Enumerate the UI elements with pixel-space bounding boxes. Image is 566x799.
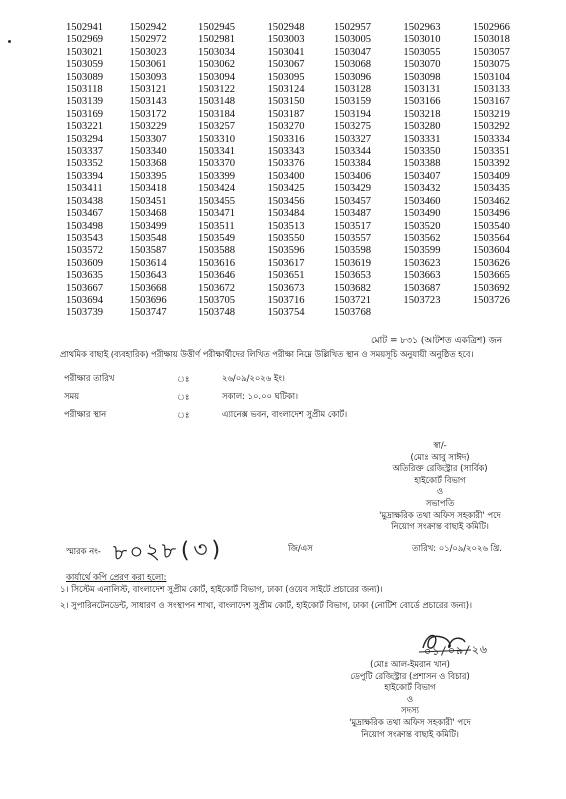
table-row — [64, 84, 510, 96]
roll-number-cell: 1503310 — [198, 133, 236, 145]
signatory-2-role: সদস্য — [401, 705, 419, 716]
roll-number-cell: 1503221 — [66, 121, 104, 133]
roll-number-cell: 1503572 — [66, 245, 104, 257]
roll-number-cell: 1503070 — [403, 59, 441, 71]
signatory-1-block — [330, 440, 550, 533]
roll-number-cell: 1503118 — [66, 84, 103, 96]
roll-number-cell: 1503754 — [267, 307, 305, 319]
roll-number-cell: 1503668 — [129, 282, 167, 294]
roll-number-cell: 1503148 — [198, 96, 236, 108]
signatory-1-committee: নিয়োগ সংক্রান্ত বাছাই কমিটি। — [391, 521, 489, 532]
table-row — [64, 47, 510, 59]
table-row — [64, 258, 510, 270]
roll-number-cell: 1503609 — [66, 257, 104, 269]
roll-number-cell: 1503418 — [129, 183, 167, 195]
roll-number-cell: 1503327 — [333, 133, 372, 145]
roll-number-cell: 1503520 — [403, 220, 441, 232]
roll-number-cell: 1503169 — [66, 108, 104, 120]
roll-number-cell: 1503143 — [129, 96, 167, 108]
roll-number-cell: 1503075 — [472, 59, 510, 71]
signatory-2-committee: নিয়োগ সংক্রান্ত বাছাই কমিটি। — [361, 728, 459, 739]
roll-number-cell: 1503062 — [198, 59, 236, 71]
roll-number-cell: 1503471 — [198, 208, 236, 220]
roll-number-cell: 1503096 — [333, 71, 372, 83]
roll-number-cell: 1503352 — [66, 158, 104, 170]
exam-place-label: পরীক্ষার স্থান — [64, 409, 107, 419]
roll-number-cell: 1503133 — [472, 84, 510, 96]
roll-number-cell: 1503350 — [403, 146, 441, 158]
roll-number-cell: 1503124 — [267, 84, 305, 96]
roll-number-cell: 1503619 — [333, 257, 372, 269]
roll-number-cell: 1503055 — [403, 46, 441, 58]
roll-number-cell — [403, 307, 472, 319]
table-row — [64, 171, 510, 183]
roll-number-cell: 1503184 — [198, 108, 236, 120]
roll-number-cell: 1503068 — [333, 59, 372, 71]
signatory-1-designation: অতিরিক্ত রেজিস্ট্রার (সার্বিক) — [392, 463, 488, 474]
roll-number-cell: 1503370 — [198, 158, 236, 170]
exam-date-label: পরীক্ষার তারিখ — [64, 373, 115, 383]
roll-number-cell: 1503667 — [66, 282, 104, 294]
signatory-2-block — [300, 659, 520, 740]
roll-number-cell: 1503307 — [129, 133, 167, 145]
roll-number-cell: 1503368 — [129, 158, 167, 170]
roll-number-cell: 1503409 — [472, 170, 510, 182]
roll-number-cell: 1503334 — [472, 133, 510, 145]
roll-number-cell: 1503034 — [198, 46, 236, 58]
table-row — [64, 22, 510, 34]
roll-number-cell: 1503498 — [66, 220, 104, 232]
roll-number-table — [64, 22, 510, 320]
intro-text: প্রাথমিক বাছাই (ব্যবহারিক) পরীক্ষায় উত্তীর্ণ পরীক্ষার্থীদের লিখিত পরীক্ষা নিম্নে উল্লিখিত স্থান ও সময়সূচি অনুযায়ী অনুষ্ঠিত হবে। — [60, 349, 474, 359]
roll-number-cell: 1503424 — [198, 183, 236, 195]
table-row — [64, 72, 510, 84]
roll-number-cell: 1503351 — [472, 146, 510, 158]
roll-number-cell: 1503626 — [472, 257, 510, 269]
roll-number-cell: 1503543 — [66, 232, 104, 244]
table-row — [64, 121, 510, 133]
roll-number-cell: 1503596 — [267, 245, 305, 257]
roll-number-cell: 1503018 — [472, 34, 510, 46]
roll-number-cell: 1503462 — [472, 195, 510, 207]
roll-number-cell: 1503425 — [267, 183, 305, 195]
roll-number-cell: 1503337 — [66, 146, 104, 158]
memo-label: স্মারক নং- — [66, 546, 101, 556]
roll-number-cell: 1503316 — [267, 133, 305, 145]
roll-number-cell: 1503496 — [472, 208, 510, 220]
roll-number-cell: 1503159 — [333, 96, 372, 108]
table-row — [64, 295, 510, 307]
roll-number-cell: 1503407 — [403, 170, 441, 182]
roll-number-cell: 1503623 — [403, 257, 441, 269]
roll-number-cell: 1503059 — [66, 59, 104, 71]
roll-number-cell: 1503406 — [333, 170, 372, 182]
table-row — [64, 158, 510, 170]
roll-number-cell: 1503499 — [129, 220, 167, 232]
roll-number-cell: 1503104 — [472, 71, 510, 83]
roll-number-cell: 1503511 — [198, 220, 235, 232]
roll-number-cell: 1503400 — [267, 170, 305, 182]
roll-number-cell: 1502963 — [403, 22, 441, 33]
roll-number-cell: 1503517 — [333, 220, 372, 232]
roll-number-cell: 1503617 — [267, 257, 305, 269]
roll-number-cell: 1503548 — [129, 232, 167, 244]
roll-number-cell: 1503672 — [198, 282, 236, 294]
roll-number-cell: 1503172 — [129, 108, 167, 120]
roll-number-cell: 1503411 — [66, 183, 103, 195]
roll-number-cell: 1503095 — [267, 71, 305, 83]
table-row — [64, 245, 510, 257]
table-row — [64, 208, 510, 220]
roll-number-cell: 1503653 — [333, 270, 372, 282]
exam-time-value: সকাল: ১০.০০ ঘটিকা। — [222, 391, 299, 401]
signatory-2-post: 'মুদ্রাক্ষরিক তথা অফিস সহকারী' পদে — [349, 716, 471, 727]
exam-place-colon: ঃ — [177, 410, 190, 420]
roll-number-cell: 1503455 — [198, 195, 236, 207]
roll-number-cell: 1503564 — [472, 232, 510, 244]
roll-number-cell: 1503128 — [333, 84, 372, 96]
exam-place-value: এ্যানেক্স ভবন, বাংলাদেশ সুপ্রীম কোর্ট। — [222, 409, 348, 419]
roll-number-cell: 1503098 — [403, 71, 441, 83]
roll-number-cell: 1503292 — [472, 121, 510, 133]
exam-date-value: ২৬/০৯/২০২৬ ইং। — [222, 373, 285, 383]
signatory-1-role: সভাপতি — [425, 497, 455, 508]
roll-number-cell: 1503748 — [198, 307, 236, 319]
memo-section: জি/এস — [288, 543, 313, 553]
table-row — [64, 34, 510, 46]
roll-number-cell: 1503696 — [129, 294, 167, 306]
roll-number-cell: 1503331 — [403, 133, 441, 145]
roll-number-cell: 1503651 — [267, 270, 305, 282]
roll-number-cell: 1503604 — [472, 245, 510, 257]
roll-number-cell: 1503194 — [333, 108, 372, 120]
roll-number-cell: 1503093 — [129, 71, 167, 83]
roll-number-cell: 1503616 — [198, 257, 236, 269]
roll-number-cell: 1503023 — [129, 46, 167, 58]
roll-number-cell: 1503468 — [129, 208, 167, 220]
roll-number-cell: 1503687 — [403, 282, 441, 294]
roll-number-cell: 1503229 — [129, 121, 167, 133]
scan-speck — [8, 40, 11, 43]
signatory-2-office: হাইকোর্ট বিভাগ — [384, 682, 436, 693]
roll-number-cell: 1503121 — [129, 84, 167, 96]
roll-number-cell: 1503549 — [198, 232, 236, 244]
roll-number-cell: 1503388 — [403, 158, 441, 170]
roll-number-cell: 1503614 — [129, 257, 167, 269]
roll-number-cell: 1503219 — [472, 108, 510, 120]
roll-number-cell: 1503598 — [333, 245, 372, 257]
exam-time-label: সময় — [64, 391, 80, 401]
roll-number-cell: 1502941 — [66, 22, 104, 33]
roll-number-cell: 1503057 — [472, 46, 510, 58]
roll-number-cell: 1503456 — [267, 195, 305, 207]
roll-number-cell: 1503003 — [267, 34, 305, 46]
roll-number-cell: 1503587 — [129, 245, 167, 257]
roll-number-cell: 1503682 — [333, 282, 372, 294]
roll-number-cell: 1503513 — [267, 220, 305, 232]
roll-number-cell: 1503723 — [403, 294, 441, 306]
roll-number-cell: 1502948 — [267, 22, 305, 33]
roll-number-cell: 1503005 — [333, 34, 372, 46]
roll-number-cell: 1503646 — [198, 270, 236, 282]
roll-number-cell: 1503768 — [333, 307, 372, 319]
roll-number-cell: 1503122 — [198, 84, 236, 96]
roll-number-cell: 1503457 — [333, 195, 372, 207]
roll-number-cell: 1503673 — [267, 282, 305, 294]
roll-number-cell: 1503166 — [403, 96, 441, 108]
table-row — [64, 221, 510, 233]
roll-number-cell: 1503451 — [129, 195, 167, 207]
roll-number-cell: 1503294 — [66, 133, 104, 145]
roll-number-cell: 1503562 — [403, 232, 441, 244]
roll-number-cell: 1503487 — [333, 208, 372, 220]
roll-number-cell: 1503490 — [403, 208, 441, 220]
roll-number-table-body — [64, 22, 510, 320]
roll-number-cell: 1503705 — [198, 294, 236, 306]
roll-number-cell: 1503692 — [472, 282, 510, 294]
table-row — [64, 283, 510, 295]
roll-number-cell: 1503663 — [403, 270, 441, 282]
roll-number-cell: 1503588 — [198, 245, 236, 257]
roll-number-cell: 1503341 — [198, 146, 236, 158]
roll-number-cell: 1503343 — [267, 146, 305, 158]
roll-number-cell: 1503344 — [333, 146, 372, 158]
roll-number-cell: 1503280 — [403, 121, 441, 133]
roll-number-cell: 1503275 — [333, 121, 372, 133]
roll-number-cell: 1502957 — [333, 22, 372, 33]
roll-number-cell: 1503399 — [198, 170, 236, 182]
roll-number-cell: 1503739 — [66, 307, 104, 319]
table-row — [64, 146, 510, 158]
roll-number-cell: 1503467 — [66, 208, 104, 220]
roll-number-cell: 1503635 — [66, 270, 104, 282]
table-row — [64, 96, 510, 108]
table-row — [64, 196, 510, 208]
roll-number-cell: 1502972 — [129, 34, 167, 46]
roll-number-cell: 1503139 — [66, 96, 104, 108]
roll-number-cell: 1503047 — [333, 46, 372, 58]
roll-number-cell: 1502945 — [198, 22, 236, 33]
exam-time-colon: ঃ — [177, 392, 190, 402]
exam-date-colon: ঃ — [177, 374, 190, 384]
roll-number-cell: 1503340 — [129, 146, 167, 158]
roll-number-cell: 1503131 — [403, 84, 441, 96]
roll-number-cell: 1503599 — [403, 245, 441, 257]
signatory-1-office: হাইকোর্ট বিভাগ — [414, 474, 466, 485]
roll-number-cell: 1502981 — [198, 34, 236, 46]
roll-number-cell: 1502942 — [129, 22, 167, 33]
roll-number-cell: 1503067 — [267, 59, 305, 71]
roll-number-cell: 1503460 — [403, 195, 441, 207]
table-row — [64, 183, 510, 195]
roll-number-cell: 1503376 — [267, 158, 305, 170]
signatory-2-name: (মোঃ আল-ইমরান খান) — [370, 659, 450, 669]
roll-number-cell: 1503484 — [267, 208, 305, 220]
roll-number-cell: 1502969 — [66, 34, 104, 46]
roll-number-cell: 1503694 — [66, 294, 104, 306]
table-row — [64, 59, 510, 71]
roll-number-cell: 1503187 — [267, 108, 305, 120]
table-row — [64, 109, 510, 121]
roll-number-cell: 1503432 — [403, 183, 441, 195]
roll-number-cell: 1503435 — [472, 183, 510, 195]
roll-number-cell: 1503257 — [198, 121, 236, 133]
roll-number-cell: 1503721 — [333, 294, 372, 306]
roll-number-cell: 1503429 — [333, 183, 372, 195]
roll-number-cell: 1502966 — [472, 22, 510, 33]
roll-number-cell: 1503392 — [472, 158, 510, 170]
signatory-1-name: (মোঃ আবু সাঈদ) — [410, 451, 470, 462]
roll-number-cell: 1503726 — [472, 294, 510, 306]
roll-number-cell: 1503384 — [333, 158, 372, 170]
signatory-2-designation: ডেপুটি রেজিস্ট্রার (প্রশাসন ও বিচার) — [350, 670, 470, 681]
table-row — [64, 270, 510, 282]
roll-number-cell: 1503438 — [66, 195, 104, 207]
roll-number-cell: 1503167 — [472, 96, 510, 108]
signatory-1-post: 'মুদ্রাক্ষরিক তথা অফিস সহকারী' পদে — [379, 509, 501, 520]
memo-handwritten-number: ৮০২৮(৩) — [112, 537, 226, 566]
roll-number-cell: 1503270 — [267, 121, 305, 133]
roll-number-cell: 1503395 — [129, 170, 167, 182]
roll-number-cell: 1503550 — [267, 232, 305, 244]
roll-number-cell: 1503094 — [198, 71, 236, 83]
roll-number-cell: 1503716 — [267, 294, 305, 306]
roll-number-cell: 1503394 — [66, 170, 104, 182]
copy-item-1: ১। সিস্টেম এনালিস্ট, বাংলাদেশ সুপ্রীম কোর্ট, হাইকোর্ট বিভাগ, ঢাকা (ওয়েব সাইটে প্রচারের জন্য)। — [60, 584, 383, 594]
roll-number-cell: 1503041 — [267, 46, 305, 58]
roll-number-cell: 1503665 — [472, 270, 510, 282]
signatory-2-and: ও — [406, 693, 414, 704]
signatory-1-and: ও — [436, 486, 444, 497]
roll-number-cell: 1503643 — [129, 270, 167, 282]
roll-number-cell: 1503010 — [403, 34, 441, 46]
roll-number-cell: 1503540 — [472, 220, 510, 232]
roll-number-cell: 1503061 — [129, 59, 167, 71]
signature-2-date: ০১/০৯/২৬ — [423, 642, 489, 659]
roll-number-cell: 1503218 — [403, 108, 441, 120]
roll-number-cell: 1503089 — [66, 71, 104, 83]
table-row — [64, 307, 510, 319]
copy-heading: কার্যার্থে কপি প্রেরণ করা হলো: — [66, 572, 167, 582]
roll-number-cell: 1503747 — [129, 307, 167, 319]
total-count-note: মোট = ৮৩১ (আটশত একত্রিশ) জন — [371, 336, 503, 346]
table-row — [64, 233, 510, 245]
roll-number-cell: 1503150 — [267, 96, 305, 108]
table-row — [64, 134, 510, 146]
roll-number-cell: 1503557 — [333, 232, 372, 244]
copy-item-2: ২। সুপারিনটেনডেন্ট, সাধারণ ও সংস্থাপন শাখা, বাংলাদেশ সুপ্রীম কোর্ট, হাইকোর্ট বিভাগ, ঢাকা (নোটিশ বোর্ডে প্রচারের জন্য)। — [60, 600, 472, 610]
memo-date: তারিখ: ০১/০৯/২০২৬ খ্রি. — [412, 543, 502, 553]
roll-number-cell — [473, 307, 510, 319]
signed-mark: স্বা/- — [433, 440, 447, 450]
roll-number-cell: 1503021 — [66, 46, 104, 58]
